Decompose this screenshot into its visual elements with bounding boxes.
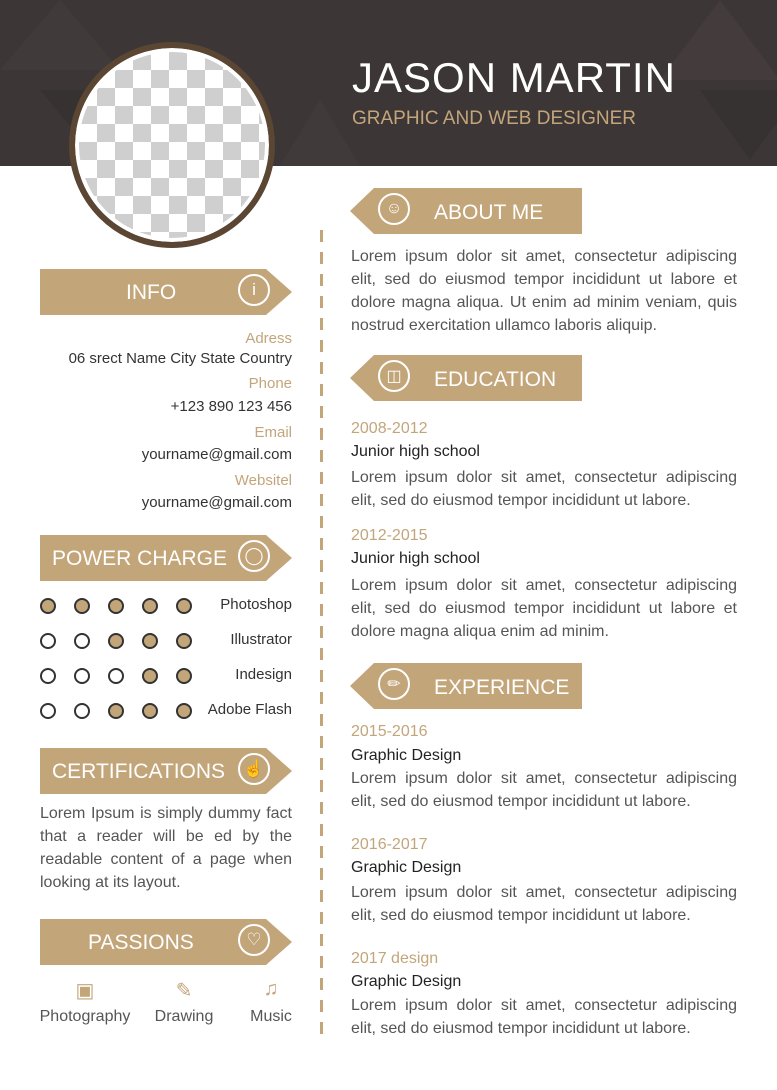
- passion-label: Photography: [39, 1008, 131, 1025]
- skill-dot-filled: [176, 598, 192, 614]
- skill-row: [40, 701, 292, 721]
- power-charge-heading-label: POWER CHARGE: [52, 547, 228, 570]
- website-value: yourname@gmail.com: [141, 494, 292, 511]
- camera-icon: ▣: [75, 980, 95, 1002]
- skill-dot-filled: [142, 703, 158, 719]
- skill-name: Adobe Flash: [207, 701, 292, 718]
- skill-dot-empty: [74, 668, 90, 684]
- skill-row: [40, 666, 292, 686]
- user-icon: ☺: [378, 193, 410, 225]
- skill-name: Indesign: [235, 666, 292, 683]
- info-heading: [40, 269, 266, 315]
- pencil-icon: ✎: [175, 980, 193, 1002]
- skill-dot-filled: [40, 598, 56, 614]
- passion-music: [242, 978, 300, 1026]
- heart-icon: ♡: [238, 924, 270, 956]
- skill-dot-filled: [176, 703, 192, 719]
- skill-dot-filled: [142, 633, 158, 649]
- skill-dot-filled: [176, 668, 192, 684]
- pen-icon: ✏: [378, 668, 410, 700]
- skill-dot-filled: [176, 633, 192, 649]
- skill-name: Photoshop: [220, 596, 292, 613]
- about-heading: [374, 188, 582, 234]
- skill-dot-filled: [108, 598, 124, 614]
- education-school: Junior high school: [351, 443, 480, 460]
- passion-label: Drawing: [154, 1008, 214, 1025]
- skill-dot-empty: [40, 703, 56, 719]
- experience-heading: [374, 663, 582, 709]
- experience-role: Graphic Design: [351, 973, 462, 990]
- passion-photography: [38, 978, 132, 1026]
- education-text: Lorem ipsum dolor sit amet, consectetur adipiscing elit, sed do eiusmod tempor incididunt ut labore.: [351, 469, 737, 509]
- skill-dot-empty: [108, 668, 124, 684]
- skill-dot-empty: [40, 668, 56, 684]
- experience-period: 2016-2017: [351, 836, 428, 853]
- experience-role: Graphic Design: [351, 859, 462, 876]
- phone-label: Phone: [248, 375, 292, 392]
- certifications-text: Lorem Ipsum is simply dummy fact that a reader will be ed by the readable content of a page when looking at its layout.: [40, 805, 292, 891]
- passion-label: Music: [250, 1008, 292, 1025]
- mouse-icon: ◯: [238, 540, 270, 572]
- address-value: 06 srect Name City State Country: [68, 350, 292, 367]
- experience-period: 2015-2016: [351, 723, 428, 740]
- website-label: Websitel: [234, 472, 292, 489]
- certifications-heading: [40, 748, 266, 794]
- education-heading-label: EDUCATION: [434, 368, 557, 391]
- skill-dot-filled: [142, 598, 158, 614]
- skill-dot-empty: [74, 633, 90, 649]
- music-note-icon: ♫: [263, 978, 279, 1000]
- power-charge-heading: [40, 535, 266, 581]
- experience-period: 2017 design: [351, 950, 439, 967]
- thumbs-up-icon: ☝: [238, 753, 270, 785]
- passion-drawing: [145, 978, 223, 1026]
- info-heading-label: INFO: [126, 281, 177, 304]
- experience-text: Lorem ipsum dolor sit amet, consectetur adipiscing elit, sed do eiusmod tempor incididunt ut labore.: [351, 770, 737, 810]
- timeline-divider: [320, 230, 323, 1040]
- book-icon: ◫: [378, 360, 410, 392]
- skill-row: [40, 596, 292, 616]
- certifications-heading-label: CERTIFICATIONS: [52, 760, 226, 783]
- experience-role: Graphic Design: [351, 747, 462, 764]
- info-icon: i: [238, 274, 270, 306]
- skill-dot-filled: [74, 598, 90, 614]
- photo-placeholder: [75, 48, 269, 242]
- skill-dot-filled: [142, 668, 158, 684]
- passions-heading-label: PASSIONS: [88, 931, 194, 954]
- skill-dot-empty: [74, 703, 90, 719]
- skill-name: Illustrator: [230, 631, 292, 648]
- education-period: 2012-2015: [351, 527, 428, 544]
- address-label: Adress: [245, 330, 292, 347]
- candidate-title: GRAPHIC AND WEB DESIGNER: [352, 108, 636, 129]
- skill-row: [40, 631, 292, 651]
- passions-heading: [40, 919, 266, 965]
- experience-text: Lorem ipsum dolor sit amet, consectetur adipiscing elit, sed do eiusmod tempor incididunt ut labore.: [351, 997, 737, 1037]
- candidate-name: JASON MARTIN: [352, 54, 676, 101]
- education-period: 2008-2012: [351, 420, 428, 437]
- skill-dot-empty: [40, 633, 56, 649]
- profile-photo: [69, 42, 275, 248]
- experience-heading-label: EXPERIENCE: [434, 676, 570, 699]
- education-school: Junior high school: [351, 550, 480, 567]
- education-heading: [374, 355, 582, 401]
- phone-value: +123 890 123 456: [170, 398, 292, 415]
- skill-dot-filled: [108, 703, 124, 719]
- email-label: Email: [254, 424, 292, 441]
- email-value: yourname@gmail.com: [141, 446, 292, 463]
- about-text: Lorem ipsum dolor sit amet, consectetur adipiscing elit, sed do eiusmod tempor incididunt ut labore et dolore magna aliqua. Ut enim ad minim veniam, quis nostrud exercitation ullamco laboris aliquip.: [351, 248, 737, 334]
- experience-text: Lorem ipsum dolor sit amet, consectetur adipiscing elit, sed do eiusmod tempor incididunt ut labore.: [351, 884, 737, 924]
- skill-dot-filled: [108, 633, 124, 649]
- education-text: Lorem ipsum dolor sit amet, consectetur adipiscing elit, sed do eiusmod tempor incididunt ut labore et dolore magna aliqua enim ad minim.: [351, 577, 737, 640]
- about-heading-label: ABOUT ME: [434, 201, 544, 224]
